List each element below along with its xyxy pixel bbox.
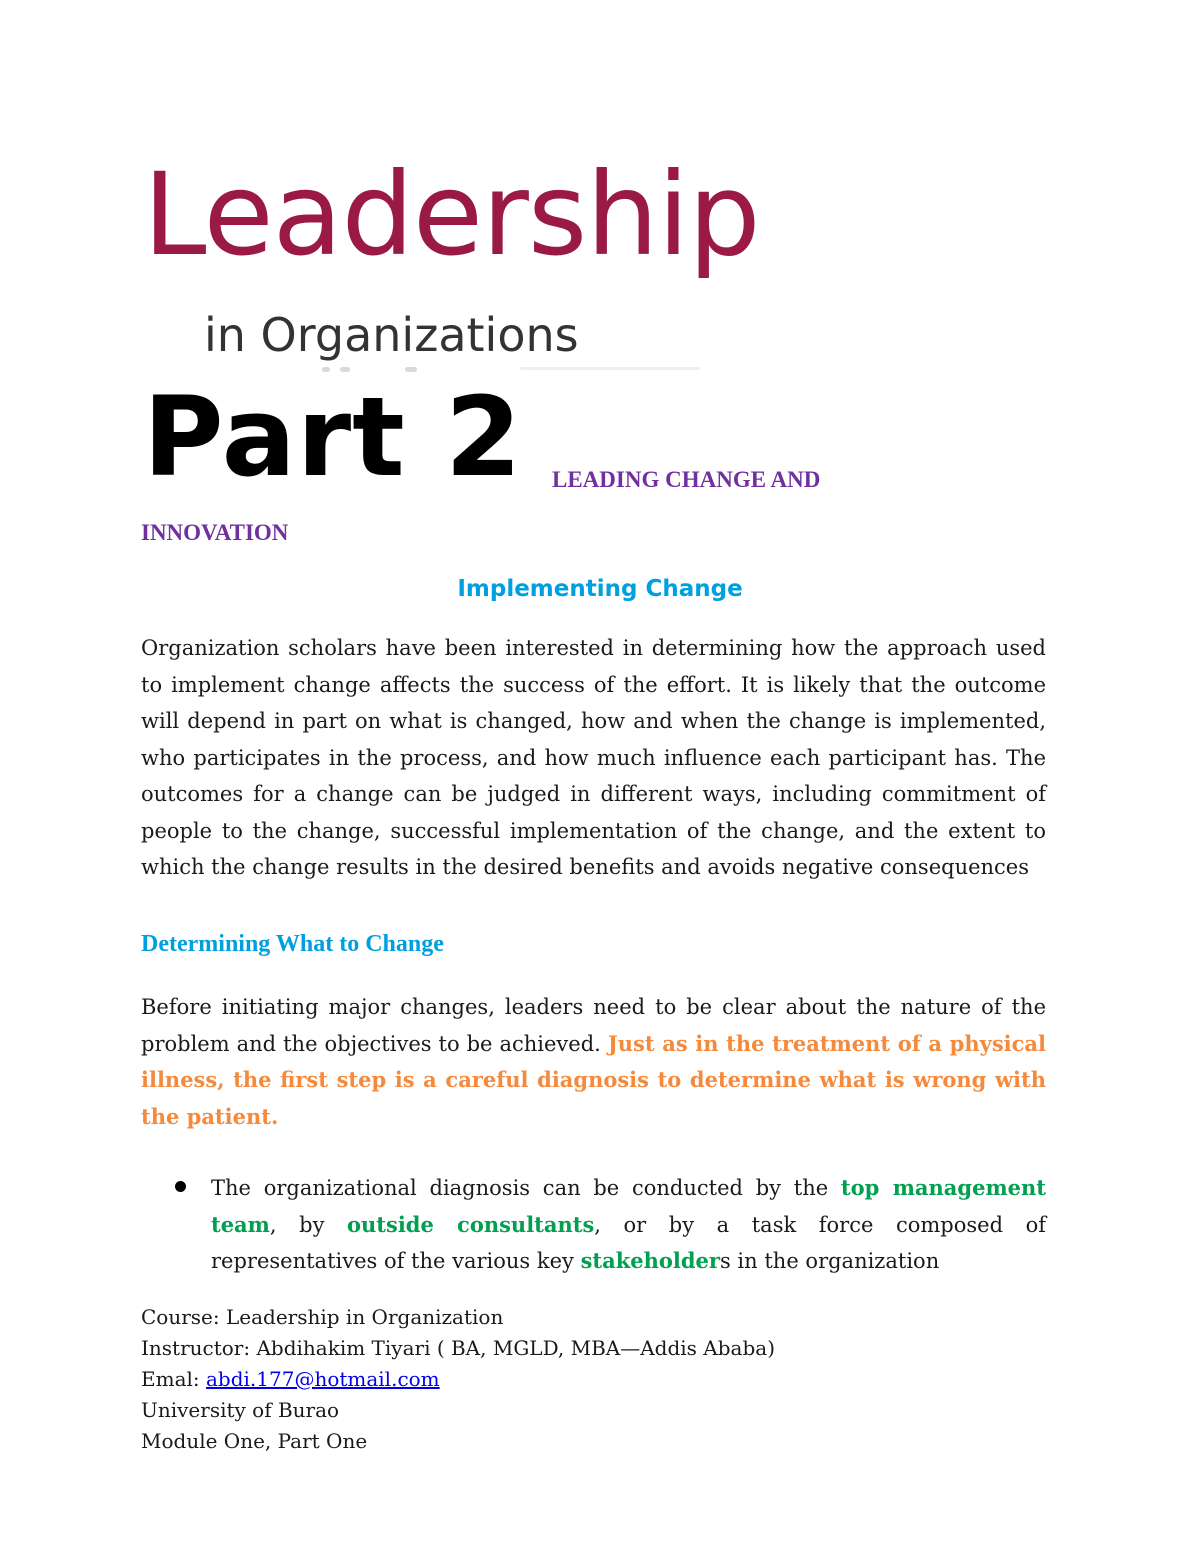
highlight-stakeholder: stakeholder: [580, 1248, 720, 1273]
section-heading-determining-what-to-change: Determining What to Change: [141, 931, 444, 957]
bullet-item: [211, 1170, 1046, 1280]
scan-smudge: [520, 367, 700, 370]
highlight-outside-consultants: outside consultants: [347, 1211, 595, 1237]
bullet-text: , or by a task force composed of representatives of the various key: [211, 1212, 1047, 1273]
footer-university: University of Burao: [141, 1398, 340, 1422]
paragraph-text: Before initiating major changes, leaders need to be clear about the nature of the problem and the objectives to be achieved.: [141, 995, 1046, 1056]
section-heading-implementing-change: Implementing Change: [457, 576, 743, 602]
footer-module: Module One, Part One: [141, 1429, 368, 1453]
logo-title: Leadership: [143, 148, 760, 281]
footer-email-label: Emal:: [141, 1367, 206, 1391]
scan-smudge: [340, 367, 350, 372]
part-title: Part 2: [143, 373, 523, 501]
scan-smudge: [322, 367, 330, 372]
bullet-text: The organizational diagnosis can be conducted by the: [211, 1176, 841, 1200]
part-subtitle-line1: LEADING CHANGE AND: [552, 467, 821, 492]
footer: [141, 1302, 775, 1457]
email-link[interactable]: abdi.177@hotmail.com: [205, 1367, 440, 1391]
footer-email-line: [141, 1364, 775, 1395]
paragraph-determining-change: [141, 989, 1046, 1135]
footer-course: Course: Leadership in Organization: [141, 1305, 504, 1329]
bullet-icon: [175, 1181, 186, 1192]
scan-smudge: [405, 367, 417, 372]
bullet-text: , by: [269, 1212, 348, 1237]
footer-instructor: Instructor: Abdihakim Tiyari ( BA, MGLD, MBA—Addis Ababa): [141, 1336, 775, 1360]
logo-subtitle: in Organizations: [204, 308, 579, 362]
part-subtitle-line2: INNOVATION: [141, 520, 289, 545]
highlight-top-management-team: top management team: [211, 1175, 1046, 1237]
paragraph-implementing-change: Organization scholars have been interested in determining how the approach used to implement change affects the success of the effort. It is likely that the outcome will depend in part on what is changed, how and when the change is implemented, who participates in the process, and how much influence each participant has. The outcomes for a change can be judged in different ways, including commitment of people to the change, successful implementation of the change, and the extent to which the change results in the desired benefits and avoids negative consequences: [141, 636, 1046, 879]
bullet-text: s in the organization: [719, 1249, 940, 1273]
highlighted-text: Just as in the treatment of a physical illness, the first step is a careful diagnosis to determine what is wrong with the patient.: [141, 1030, 1046, 1129]
